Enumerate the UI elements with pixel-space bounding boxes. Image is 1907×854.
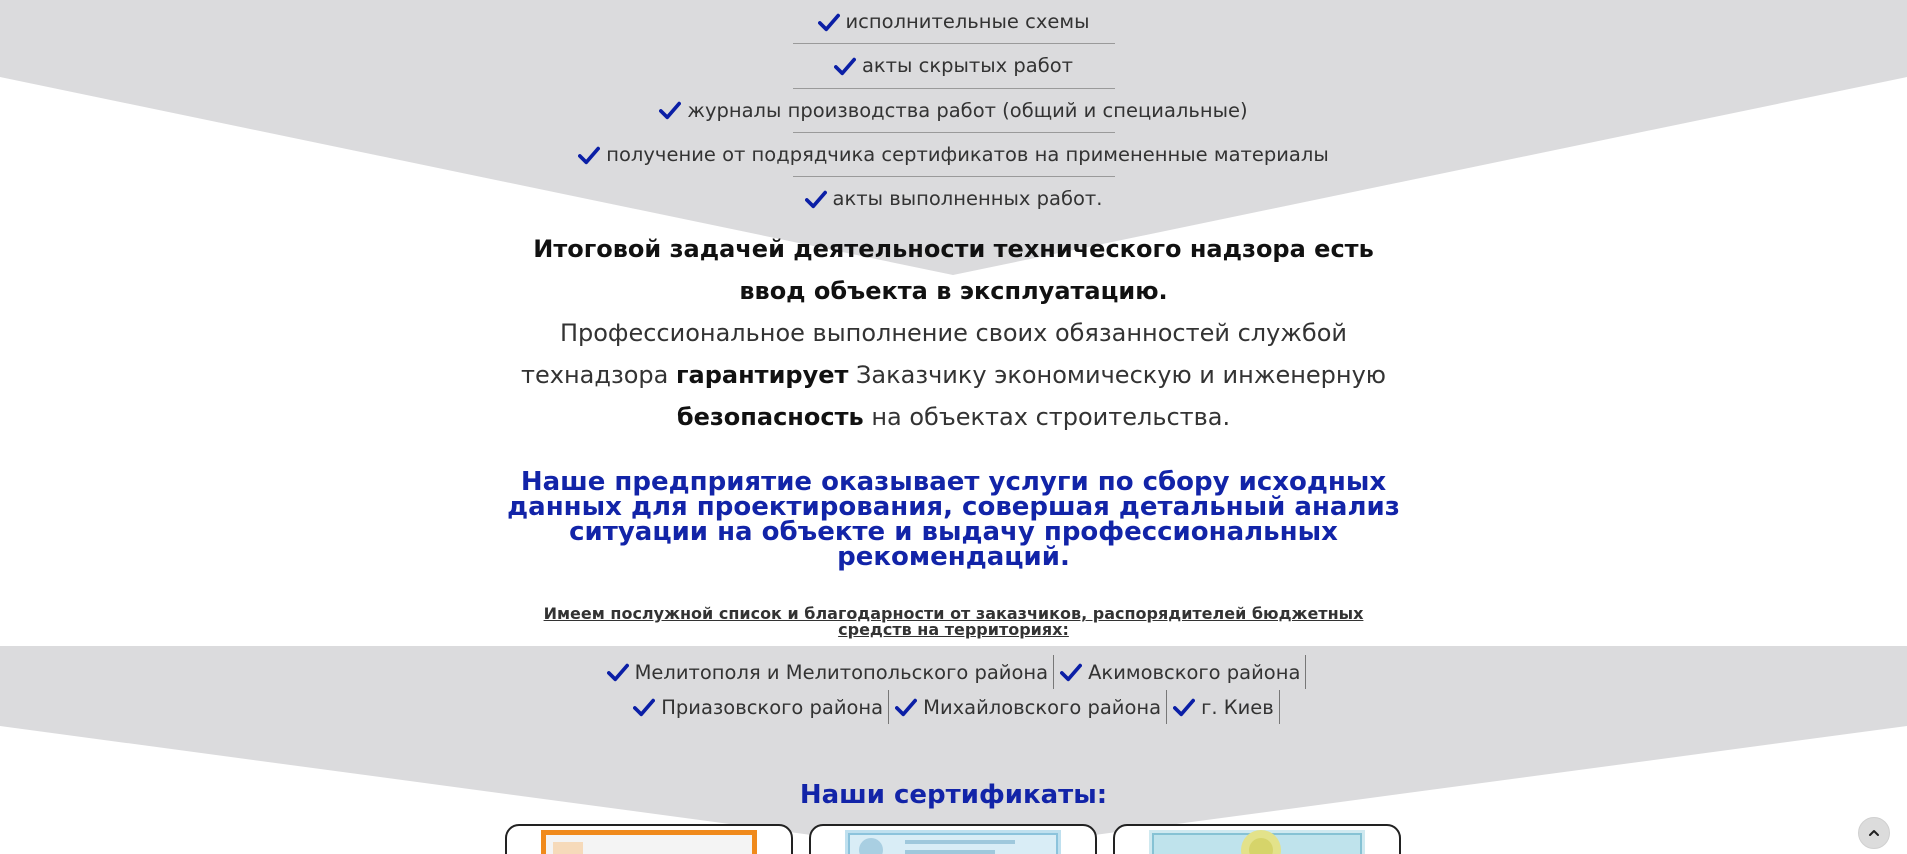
checklist-item-label: получение от подрядчика сертификатов на примененные материалы — [606, 142, 1329, 166]
check-icon — [895, 696, 917, 718]
checklist-item — [834, 44, 1073, 87]
checklist-item-label: акты выполненных работ. — [832, 187, 1103, 211]
check-icon — [818, 11, 840, 33]
check-icon — [578, 144, 600, 166]
summary-text-1: Профессиональное выполнение своих обязанностей службой технадзора — [521, 319, 1348, 389]
checklist-item-label: журналы производства работ (общий и специальные) — [687, 98, 1248, 122]
services-heading: Наше предприятие оказывает услуги по сбору исходных данных для проектирования, совершая детальный анализ ситуации на объекте и выдачу профессиональных рекомендаций. — [507, 467, 1400, 572]
check-icon — [1173, 696, 1195, 718]
region-item — [601, 655, 1055, 689]
documents-checklist — [0, 0, 1907, 220]
region-label: Акимовского района — [1088, 660, 1301, 684]
checklist-item — [578, 133, 1328, 176]
check-icon — [834, 55, 856, 77]
summary-headline: Итоговой задачей деятельности технического надзора есть ввод объекта в эксплуатацию. — [533, 235, 1374, 305]
summary-body — [500, 312, 1407, 438]
summary-bold-safety: безопасность — [676, 403, 864, 431]
chevron-up-icon — [1868, 827, 1880, 839]
region-label: Михайловского района — [923, 695, 1162, 719]
check-icon — [1060, 661, 1082, 683]
certificate-thumbnail[interactable] — [541, 830, 757, 854]
checklist-item — [818, 0, 1090, 43]
summary-text-2: Заказчику экономическую и инженерную — [848, 361, 1386, 389]
summary-paragraph — [500, 228, 1407, 438]
summary-bold-guarantees: гарантирует — [675, 361, 849, 389]
region-label: Приазовского района — [661, 695, 884, 719]
checklist-item — [805, 177, 1103, 220]
regions-list — [500, 655, 1407, 725]
certificate-card[interactable] — [505, 824, 793, 854]
region-label: Мелитополя и Мелитопольского района — [634, 660, 1049, 684]
scroll-to-top-button[interactable] — [1858, 817, 1890, 849]
certificates-title: Наши сертификаты: — [799, 780, 1108, 810]
certificate-thumbnail[interactable] — [1149, 830, 1365, 854]
check-icon — [607, 661, 629, 683]
check-icon — [659, 99, 681, 121]
checklist-item — [659, 89, 1247, 132]
certificate-thumbnail[interactable] — [845, 830, 1061, 854]
check-icon — [633, 696, 655, 718]
checklist-item-label: акты скрытых работ — [861, 54, 1074, 78]
region-item — [889, 690, 1167, 724]
certificates-gallery — [505, 824, 1403, 854]
check-icon — [805, 188, 827, 210]
clients-note: Имеем послужной список и благодарности от заказчиков, распорядителей бюджетных средств на территориях: — [543, 604, 1364, 639]
certificate-card[interactable] — [1113, 824, 1401, 854]
checklist-item-label: исполнительные схемы — [845, 10, 1090, 33]
region-item — [627, 690, 889, 724]
region-label: г. Киев — [1201, 695, 1274, 719]
summary-text-3: на объектах строительства. — [863, 403, 1231, 431]
region-item — [1167, 690, 1280, 724]
certificate-card[interactable] — [809, 824, 1097, 854]
region-item — [1054, 655, 1306, 689]
